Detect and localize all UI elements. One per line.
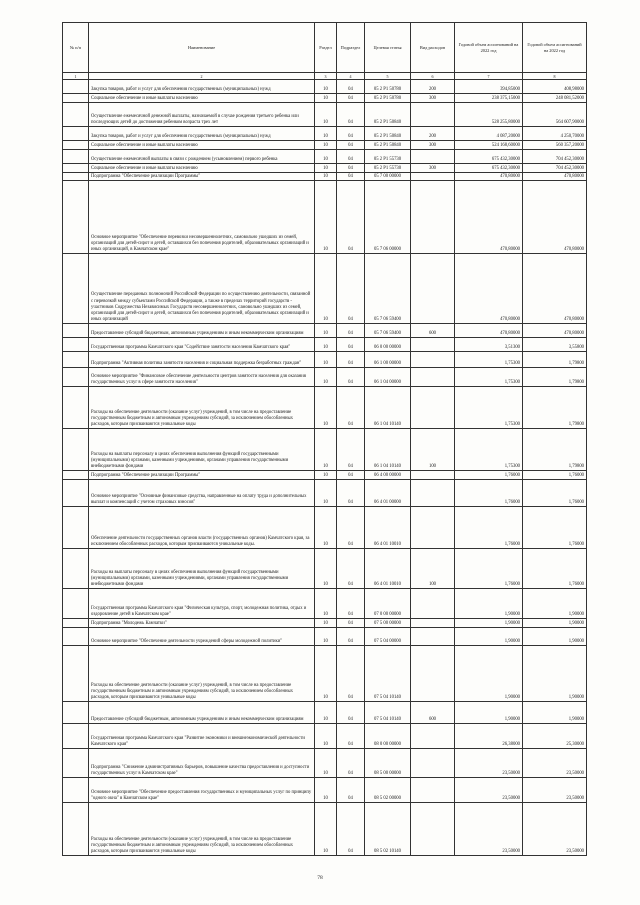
table-row: [63, 628, 587, 646]
target-item-cell: 08 5 00 00000: [365, 749, 411, 778]
target-item-cell: 05 7 06 59400: [365, 254, 411, 324]
name-cell: Государственная программа Камчатского края "Содействие занятости населения Камчатского края": [89, 338, 315, 352]
table-row: [63, 127, 587, 141]
amount-2-cell: 470,80000: [523, 173, 587, 181]
table-row: [63, 619, 587, 628]
header-amount-2: Годовой объем ассигнований на 2022 год: [523, 23, 587, 73]
amount-1-cell: 3,51300: [455, 338, 523, 352]
amount-2-cell: 1,76000: [523, 471, 587, 480]
number-cell: [63, 150, 89, 164]
table-row: [63, 589, 587, 619]
amount-2-cell: 704 452,30000: [523, 164, 587, 173]
budget-table: [62, 22, 587, 856]
expense-type-cell: [411, 181, 455, 254]
table-row: [63, 103, 587, 127]
razdel-cell: 10: [315, 778, 337, 803]
amount-2-cell: 560 357,20000: [523, 141, 587, 150]
amount-1-cell: 1,76000: [455, 471, 523, 480]
expense-type-cell: [411, 778, 455, 803]
expense-type-cell: [411, 803, 455, 856]
table-row: [63, 338, 587, 352]
podrazdel-cell: 04: [337, 127, 365, 141]
razdel-cell: 10: [315, 619, 337, 628]
table-row: [63, 94, 587, 103]
expense-type-cell: [411, 352, 455, 368]
number-cell: [63, 164, 89, 173]
header-podrazdel: Подраздел: [337, 23, 365, 73]
podrazdel-cell: 04: [337, 94, 365, 103]
razdel-cell: 10: [315, 471, 337, 480]
name-cell: Основное мероприятие "Финансовое обеспечение деятельности центров занятости населения для оказания государственных услуг в сфере занятости населения": [89, 368, 315, 387]
razdel-cell: 10: [315, 429, 337, 471]
razdel-cell: 10: [315, 507, 337, 549]
amount-1-cell: 470,80000: [455, 254, 523, 324]
amount-1-cell: 1,90000: [455, 646, 523, 702]
razdel-cell: 10: [315, 368, 337, 387]
podrazdel-cell: 04: [337, 338, 365, 352]
name-cell: Подпрограмма "Снижение административных барьеров, повышение качества предоставления и доступности государственных услуг в Камчатском крае": [89, 749, 315, 778]
razdel-cell: 10: [315, 127, 337, 141]
podrazdel-cell: 04: [337, 724, 365, 749]
column-number: 1: [63, 73, 89, 80]
amount-1-cell: 524 168,60000: [455, 141, 523, 150]
number-cell: [63, 471, 89, 480]
amount-1-cell: 528 255,80000: [455, 103, 523, 127]
table-row: [63, 324, 587, 338]
name-cell: Социальное обеспечение и иные выплаты населению: [89, 164, 315, 173]
table-row: [63, 150, 587, 164]
podrazdel-cell: 04: [337, 628, 365, 646]
name-cell: Закупка товаров, работ и услуг для обеспечения государственных (муниципальных) нужд: [89, 80, 315, 94]
name-cell: Подпрограмма "Активная политика занятости населения и социальная поддержка безработных граждан": [89, 352, 315, 368]
razdel-cell: 10: [315, 94, 337, 103]
amount-2-cell: 1,90000: [523, 702, 587, 724]
podrazdel-cell: 04: [337, 141, 365, 150]
expense-type-cell: [411, 103, 455, 127]
podrazdel-cell: 04: [337, 480, 365, 507]
name-cell: Расходы на обеспечение деятельности (оказание услуг) учреждений, в том числе на предоставление государственным бюджетным и автономным учреждениям субсидий, за исключением обособленных расходов, которым присваиваются уникальные коды: [89, 387, 315, 429]
expense-type-cell: [411, 368, 455, 387]
razdel-cell: 10: [315, 254, 337, 324]
name-cell: Основное мероприятие "Основные финансовые средства, направленные на оплату труда и дополнительных выплат и компенсаций с учетом страховых взносов": [89, 480, 315, 507]
podrazdel-cell: 04: [337, 507, 365, 549]
podrazdel-cell: 04: [337, 589, 365, 619]
podrazdel-cell: 04: [337, 173, 365, 181]
target-item-cell: 05 2 P1 50840: [365, 127, 411, 141]
target-item-cell: 07 5 04 00000: [365, 628, 411, 646]
amount-2-cell: 408,98000: [523, 80, 587, 94]
name-cell: Государственная программа Камчатского края "Развитие экономики и внешнеэкономической деятельности Камчатского края": [89, 724, 315, 749]
expense-type-cell: 300: [411, 164, 455, 173]
table-body: [63, 80, 587, 856]
expense-type-cell: [411, 471, 455, 480]
razdel-cell: 10: [315, 702, 337, 724]
target-item-cell: 05 2 P1 50780: [365, 80, 411, 94]
target-item-cell: 05 7 06 00000: [365, 181, 411, 254]
razdel-cell: 10: [315, 181, 337, 254]
expense-type-cell: [411, 387, 455, 429]
expense-type-cell: 300: [411, 94, 455, 103]
amount-2-cell: 248 081,52000: [523, 94, 587, 103]
expense-type-cell: [411, 619, 455, 628]
razdel-cell: 10: [315, 103, 337, 127]
number-cell: [63, 628, 89, 646]
number-cell: [63, 429, 89, 471]
expense-type-cell: 100: [411, 429, 455, 471]
amount-2-cell: 1,76000: [523, 507, 587, 549]
header-name: Наименование: [89, 23, 315, 73]
table-row: [63, 368, 587, 387]
expense-type-cell: 600: [411, 702, 455, 724]
number-cell: [63, 749, 89, 778]
number-cell: [63, 619, 89, 628]
column-number: 3: [315, 73, 337, 80]
header-row: [63, 23, 587, 73]
name-cell: Предоставление субсидий бюджетным, автономным учреждениям и иным некоммерческим организациям: [89, 702, 315, 724]
number-cell: [63, 480, 89, 507]
table-row: [63, 507, 587, 549]
column-number: 8: [523, 73, 587, 80]
name-cell: Социальное обеспечение и иные выплаты населению: [89, 94, 315, 103]
table-row: [63, 778, 587, 803]
name-cell: Осуществление ежемесячной денежной выплаты, назначаемой в случае рождения третьего ребенка или последующих детей до достижения ребенком возраста трех лет: [89, 103, 315, 127]
podrazdel-cell: 04: [337, 471, 365, 480]
column-number: 4: [337, 73, 365, 80]
number-cell: [63, 141, 89, 150]
target-item-cell: 06 0 00 00000: [365, 338, 411, 352]
target-item-cell: 05 2 P1 50780: [365, 94, 411, 103]
amount-1-cell: 1,76000: [455, 507, 523, 549]
expense-type-cell: [411, 749, 455, 778]
table-row: [63, 471, 587, 480]
expense-type-cell: 300: [411, 141, 455, 150]
target-item-cell: 06 4 01 10010: [365, 507, 411, 549]
name-cell: Основное мероприятие "Обеспечение перевозки несовершеннолетних, самовольно ушедших из семей, организаций для детей-сирот и детей, оставшихся без попечения родителей, образовательных организаций и иных организаций, в Камчатском крае": [89, 181, 315, 254]
target-item-cell: 06 4 01 10010: [365, 549, 411, 589]
header-expense-type: Вид расходов: [411, 23, 455, 73]
amount-2-cell: 4 250,70000: [523, 127, 587, 141]
podrazdel-cell: 04: [337, 702, 365, 724]
table-row: [63, 80, 587, 94]
expense-type-cell: [411, 338, 455, 352]
podrazdel-cell: 04: [337, 429, 365, 471]
amount-2-cell: 1,79800: [523, 387, 587, 429]
podrazdel-cell: 04: [337, 749, 365, 778]
amount-2-cell: 470,80000: [523, 324, 587, 338]
amount-2-cell: 25,30000: [523, 724, 587, 749]
number-cell: [63, 352, 89, 368]
amount-1-cell: 1,90000: [455, 619, 523, 628]
number-cell: [63, 778, 89, 803]
amount-2-cell: 470,80000: [523, 254, 587, 324]
expense-type-cell: [411, 480, 455, 507]
expense-type-cell: 200: [411, 80, 455, 94]
razdel-cell: 10: [315, 749, 337, 778]
name-cell: Расходы на обеспечение деятельности (оказание услуг) учреждений, в том числе на предоставление государственным бюджетным и автономным учреждениям субсидий, за исключением обособленных расходов, которым присваиваются уникальные коды: [89, 646, 315, 702]
amount-2-cell: 1,90000: [523, 589, 587, 619]
expense-type-cell: [411, 724, 455, 749]
number-cell: [63, 94, 89, 103]
target-item-cell: 06 1 00 00000: [365, 352, 411, 368]
razdel-cell: 10: [315, 480, 337, 507]
target-item-cell: 07 5 04 10140: [365, 646, 411, 702]
amount-1-cell: 675 432,30000: [455, 150, 523, 164]
target-item-cell: 05 2 P1 55730: [365, 164, 411, 173]
podrazdel-cell: 04: [337, 324, 365, 338]
razdel-cell: 10: [315, 549, 337, 589]
podrazdel-cell: 04: [337, 164, 365, 173]
razdel-cell: 10: [315, 164, 337, 173]
name-cell: Подпрограмма "Обеспечение реализации Программы": [89, 471, 315, 480]
number-cell: [63, 368, 89, 387]
amount-1-cell: 1,90000: [455, 589, 523, 619]
number-cell: [63, 338, 89, 352]
table-row: [63, 387, 587, 429]
podrazdel-cell: 04: [337, 646, 365, 702]
target-item-cell: 05 2 P1 50840: [365, 103, 411, 127]
razdel-cell: 10: [315, 324, 337, 338]
number-cell: [63, 80, 89, 94]
amount-2-cell: 3,55800: [523, 338, 587, 352]
name-cell: Государственная программа Камчатского края "Физическая культура, спорт, молодежная политика, отдых и оздоровление детей в Камчатском крае": [89, 589, 315, 619]
expense-type-cell: 600: [411, 324, 455, 338]
amount-1-cell: 1,76000: [455, 549, 523, 589]
name-cell: Основное мероприятие "Обеспечение предоставления государственных и муниципальных услуг по принципу "одного окна" в Камчатском крае": [89, 778, 315, 803]
podrazdel-cell: 04: [337, 150, 365, 164]
table-row: [63, 646, 587, 702]
razdel-cell: 10: [315, 80, 337, 94]
expense-type-cell: [411, 254, 455, 324]
amount-2-cell: 23,50000: [523, 778, 587, 803]
target-item-cell: 05 7 00 00000: [365, 173, 411, 181]
header-target-item: Целевая статья: [365, 23, 411, 73]
name-cell: Расходы на обеспечение деятельности (оказание услуг) учреждений, в том числе на предоставление государственным бюджетным и автономным учреждениям субсидий, за исключением обособленных расходов, которым присваиваются уникальные коды: [89, 803, 315, 856]
amount-1-cell: 1,90000: [455, 702, 523, 724]
target-item-cell: 07 0 00 00000: [365, 589, 411, 619]
number-cell: [63, 803, 89, 856]
header-razdel: Раздел: [315, 23, 337, 73]
razdel-cell: 10: [315, 589, 337, 619]
razdel-cell: 10: [315, 338, 337, 352]
table-row: [63, 352, 587, 368]
table-row: [63, 803, 587, 856]
podrazdel-cell: 04: [337, 619, 365, 628]
target-item-cell: 05 2 P1 50840: [365, 141, 411, 150]
razdel-cell: 10: [315, 173, 337, 181]
amount-1-cell: 470,80000: [455, 324, 523, 338]
amount-1-cell: 675 432,30000: [455, 164, 523, 173]
amount-2-cell: 704 452,30000: [523, 150, 587, 164]
razdel-cell: 10: [315, 628, 337, 646]
name-cell: Осуществление ежемесячной выплаты в связи с рождением (усыновлением) первого ребенка: [89, 150, 315, 164]
number-cell: [63, 254, 89, 324]
amount-2-cell: 1,90000: [523, 646, 587, 702]
number-cell: [63, 127, 89, 141]
amount-2-cell: 1,90000: [523, 619, 587, 628]
number-cell: [63, 387, 89, 429]
name-cell: Подпрограмма "Обеспечение реализации Программы": [89, 173, 315, 181]
razdel-cell: 10: [315, 724, 337, 749]
razdel-cell: 10: [315, 141, 337, 150]
table-row: [63, 164, 587, 173]
amount-1-cell: 23,50000: [455, 778, 523, 803]
header-amount-1: Годовой объем ассигнований на 2022 год: [455, 23, 523, 73]
target-item-cell: 07 5 00 00000: [365, 619, 411, 628]
podrazdel-cell: 04: [337, 352, 365, 368]
expense-type-cell: [411, 173, 455, 181]
number-cell: [63, 589, 89, 619]
amount-2-cell: 1,79800: [523, 429, 587, 471]
amount-1-cell: 1,75300: [455, 429, 523, 471]
name-cell: Социальное обеспечение и иные выплаты населению: [89, 141, 315, 150]
amount-1-cell: 1,75300: [455, 352, 523, 368]
page-number: 78: [317, 875, 323, 881]
amount-2-cell: 564 607,90000: [523, 103, 587, 127]
podrazdel-cell: 04: [337, 549, 365, 589]
name-cell: Основное мероприятие "Обеспечение деятельности учреждений сферы молодежной политики": [89, 628, 315, 646]
amount-2-cell: 23,50000: [523, 803, 587, 856]
amount-1-cell: 23,50000: [455, 749, 523, 778]
amount-1-cell: 26,38000: [455, 724, 523, 749]
razdel-cell: 10: [315, 803, 337, 856]
column-number-row: [63, 73, 587, 80]
razdel-cell: 10: [315, 150, 337, 164]
amount-2-cell: 1,76000: [523, 480, 587, 507]
amount-1-cell: 1,75300: [455, 368, 523, 387]
column-number: 6: [411, 73, 455, 80]
expense-type-cell: [411, 507, 455, 549]
podrazdel-cell: 04: [337, 368, 365, 387]
number-cell: [63, 549, 89, 589]
table-row: [63, 429, 587, 471]
podrazdel-cell: 04: [337, 803, 365, 856]
amount-1-cell: 470,80000: [455, 173, 523, 181]
table-row: [63, 181, 587, 254]
column-number: 7: [455, 73, 523, 80]
table-row: [63, 480, 587, 507]
number-cell: [63, 324, 89, 338]
podrazdel-cell: 04: [337, 778, 365, 803]
target-item-cell: 05 2 P1 55730: [365, 150, 411, 164]
amount-1-cell: 1,76000: [455, 480, 523, 507]
number-cell: [63, 103, 89, 127]
amount-1-cell: 23,50000: [455, 803, 523, 856]
expense-type-cell: [411, 646, 455, 702]
expense-type-cell: 200: [411, 127, 455, 141]
number-cell: [63, 702, 89, 724]
table-row: [63, 141, 587, 150]
amount-1-cell: 4 087,20000: [455, 127, 523, 141]
name-cell: Обеспечение деятельности государственных органов власти (государственных органов) Камчатского края, за исключением обособленных расходов, которым присваиваются уникальные коды.: [89, 507, 315, 549]
number-cell: [63, 724, 89, 749]
amount-1-cell: 470,80000: [455, 181, 523, 254]
number-cell: [63, 181, 89, 254]
expense-type-cell: [411, 150, 455, 164]
target-item-cell: 06 4 00 00000: [365, 471, 411, 480]
column-number: 5: [365, 73, 411, 80]
amount-1-cell: 394,85000: [455, 80, 523, 94]
amount-1-cell: 1,90000: [455, 628, 523, 646]
target-item-cell: 06 1 04 00000: [365, 368, 411, 387]
table-row: [63, 549, 587, 589]
amount-2-cell: 1,76000: [523, 549, 587, 589]
target-item-cell: 06 1 04 10140: [365, 429, 411, 471]
name-cell: Осуществление переданных полномочий Российской Федерации по осуществлению деятельности, связанной с перевозкой между субъектами Российской Федерации, а также в пределах территорий государств - участников Содружества Независимых Государств несовершеннолетних, самовольно ушедших из семей, организаций для детей-сирот и детей, оставшихся без попечения родителей, образовательных организаций и иных организаций: [89, 254, 315, 324]
amount-1-cell: 238 375,15000: [455, 94, 523, 103]
target-item-cell: 05 7 06 59400: [365, 324, 411, 338]
number-cell: [63, 507, 89, 549]
table-row: [63, 173, 587, 181]
number-cell: [63, 173, 89, 181]
name-cell: Предоставление субсидий бюджетным, автономным учреждениям и иным некоммерческим организациям: [89, 324, 315, 338]
table-row: [63, 724, 587, 749]
target-item-cell: 06 4 01 00000: [365, 480, 411, 507]
podrazdel-cell: 04: [337, 103, 365, 127]
table-row: [63, 702, 587, 724]
podrazdel-cell: 04: [337, 254, 365, 324]
target-item-cell: 06 1 04 10140: [365, 387, 411, 429]
table-row: [63, 749, 587, 778]
name-cell: Подпрограмма "Молодежь Камчатки": [89, 619, 315, 628]
expense-type-cell: 100: [411, 549, 455, 589]
target-item-cell: 08 5 02 00000: [365, 778, 411, 803]
target-item-cell: 08 5 02 10140: [365, 803, 411, 856]
amount-2-cell: 1,79800: [523, 352, 587, 368]
podrazdel-cell: 04: [337, 80, 365, 94]
podrazdel-cell: 04: [337, 387, 365, 429]
razdel-cell: 10: [315, 646, 337, 702]
target-item-cell: 08 0 00 00000: [365, 724, 411, 749]
table-row: [63, 254, 587, 324]
amount-2-cell: 23,50000: [523, 749, 587, 778]
amount-2-cell: 470,80000: [523, 181, 587, 254]
amount-1-cell: 1,75300: [455, 387, 523, 429]
header-number: № п/п: [63, 23, 89, 73]
amount-2-cell: 1,79800: [523, 368, 587, 387]
razdel-cell: 10: [315, 387, 337, 429]
amount-2-cell: 1,90000: [523, 628, 587, 646]
target-item-cell: 07 5 04 10140: [365, 702, 411, 724]
razdel-cell: 10: [315, 352, 337, 368]
name-cell: Расходы на выплаты персоналу в целях обеспечения выполнения функций государственными (муниципальными) органами, казенными учреждениями, органами управления государственными внебюджетными фондами: [89, 429, 315, 471]
number-cell: [63, 646, 89, 702]
name-cell: Закупка товаров, работ и услуг для обеспечения государственных (муниципальных) нужд: [89, 127, 315, 141]
podrazdel-cell: 04: [337, 181, 365, 254]
name-cell: Расходы на выплаты персоналу в целях обеспечения выполнения функций государственными (муниципальными) органами, казенными учреждениями, органами управления государственными внебюджетными фондами: [89, 549, 315, 589]
expense-type-cell: [411, 589, 455, 619]
column-number: 2: [89, 73, 315, 80]
expense-type-cell: [411, 628, 455, 646]
